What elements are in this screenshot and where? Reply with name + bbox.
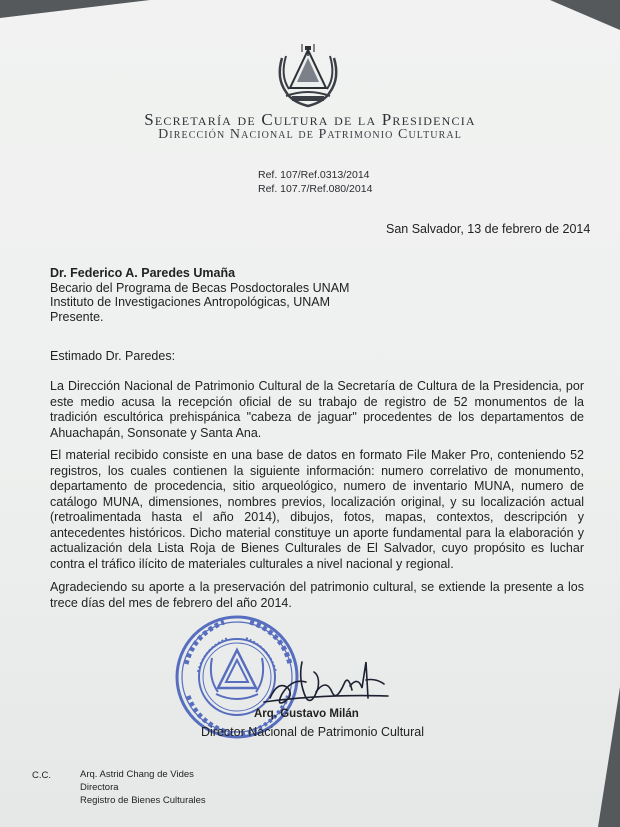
signer-name: Arq. Gustavo Milán — [254, 708, 359, 720]
letterhead-secretaria: Secretaría de Cultura de la Presidencia — [144, 110, 476, 129]
recipient-line: Instituto de Investigaciones Antropológicas, UNAM — [50, 295, 331, 309]
salutation: Estimado Dr. Paredes: — [50, 349, 176, 363]
recipient-block — [50, 266, 349, 324]
cc-department: Registro de Bienes Culturales — [80, 795, 206, 806]
coat-of-arms-icon — [272, 44, 344, 110]
reference-number: Ref. 107.7/Ref.080/2014 — [258, 183, 373, 195]
signer-title: Director Nacional de Patrimonio Cultural — [201, 725, 425, 739]
recipient-line: Becario del Programa de Becas Posdoctorales UNAM — [50, 280, 350, 295]
background-corner-bottom-right — [598, 687, 620, 827]
background-corner-top-left — [0, 0, 150, 18]
cc-role: Directora — [80, 782, 119, 793]
recipient-line: Presente. — [50, 309, 104, 324]
handwritten-signature-icon — [262, 658, 392, 710]
body-paragraph: El material recibido consiste en una base de datos en formato File Maker Pro, conteniendo 52 registros, los cuales contienen la siguiente información: numero correlativo de monumento, departamento de procedencia, sitio arqueológico, numero de inventario MUNA, numero de catálogo MUNA, dimensiones, nombres previos, localización original, y su localización actual (retroalimentada hasta el año 2014), dibujos, fotos, mapas, contextos, descripción y antecedentes históricos. Dicho material constituye un aporte fundamental para la elaboración y actualización dela Lista Roja de Bienes Culturales de El Salvador, cuyo propósito es luchar contra el tráfico ilícito de materiales culturales a nivel nacional y regional. — [50, 448, 584, 571]
letterhead-direccion: Dirección Nacional de Patrimonio Cultural — [158, 127, 462, 142]
date-line: San Salvador, 13 de febrero de 2014 — [386, 222, 591, 236]
cc-recipient-block — [80, 768, 206, 807]
recipient-name: Dr. Federico A. Paredes Umaña — [50, 266, 236, 280]
body-paragraph: Agradeciendo su aporte a la preservación del patrimonio cultural, se extiende la presente a los trece días del mes de febrero del año 2014. — [50, 580, 584, 610]
reference-number: Ref. 107/Ref.0313/2014 — [258, 169, 370, 181]
cc-label: C.C. — [32, 770, 51, 781]
body-paragraph: La Dirección Nacional de Patrimonio Cultural de la Secretaría de Cultura de la Presidencia, por este medio acusa la recepción oficial de su trabajo de registro de 52 monumentos de la tradición escultórica prehispánica "cabeza de jaguar" procedentes de los departamentos de Ahuachapán, Sonsonate y Santa Ana. — [50, 379, 584, 440]
background-corner-top-right — [550, 0, 620, 30]
cc-name: Arq. Astrid Chang de Vides — [80, 769, 194, 780]
